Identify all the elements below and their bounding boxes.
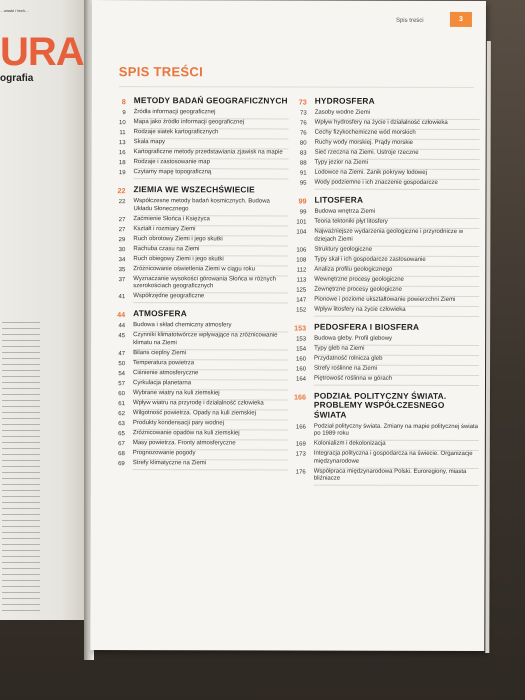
entry-title: Wyznaczanie wysokości górowania Słońca w różnych szerokościach geograficznych [133, 276, 288, 294]
toc-entry[interactable] [284, 296, 479, 307]
section-page-number: 153 [294, 323, 307, 333]
toc-entry[interactable] [284, 468, 479, 486]
entry-page-number: 10 [118, 120, 126, 127]
entry-title: Teoria tektoniki płyt litosfery [314, 219, 479, 229]
entry-title: Budowa i skład chemiczny atmosfery [133, 322, 288, 332]
toc-entry[interactable] [284, 355, 479, 366]
entry-page-number: 147 [296, 297, 307, 304]
entry-title: Ruchy wody morskiej. Prądy morskie [315, 140, 480, 150]
entry-page-number: 27 [118, 216, 126, 223]
toc-section [285, 97, 480, 191]
entry-title: Typy gleb na Ziemi [314, 345, 479, 355]
toc-entry[interactable] [104, 149, 289, 159]
entry-title: Typy jezior na Ziemi [315, 160, 480, 170]
toc-right-column [284, 97, 480, 487]
toc-entry[interactable] [284, 266, 479, 277]
entry-title: Czynniki klimatotwórcze wpływające na zróżnicowanie klimatu na Ziemi [133, 332, 288, 350]
entry-page-number: 19 [118, 170, 126, 177]
toc-entry[interactable] [284, 423, 479, 441]
toc-entry[interactable] [284, 246, 479, 257]
toc-section-heading[interactable] [103, 185, 288, 196]
entry-title: Pionowe i poziome ukształtowanie powierzchni Ziemi [314, 296, 479, 306]
entry-title: Rachuba czasu na Ziemi [133, 246, 288, 256]
entry-page-number: 34 [118, 256, 126, 263]
toc-entry[interactable] [103, 380, 288, 390]
toc-entry[interactable] [285, 170, 480, 181]
entry-title: Rodzaje siatek kartograficznych [134, 129, 289, 139]
toc-entry[interactable] [103, 450, 288, 460]
entry-page-number: 16 [118, 150, 126, 157]
left-page-breadcrumb: …owski / tech… [0, 8, 29, 13]
left-page-big-title: URA [0, 30, 84, 74]
entry-page-number: 80 [299, 140, 307, 147]
entry-page-number: 68 [118, 450, 125, 457]
entry-page-number: 61 [118, 400, 125, 407]
entry-page-number: 30 [118, 246, 126, 253]
toc-section [103, 309, 288, 470]
left-page-text-block [2, 322, 40, 612]
section-page-number: 8 [121, 97, 126, 107]
toc-entry[interactable] [103, 360, 288, 370]
entry-title: Budowa wnętrza Ziemi [314, 209, 479, 219]
entry-page-number: 164 [295, 376, 307, 383]
toc-section [284, 322, 479, 386]
entry-page-number: 160 [296, 356, 307, 363]
entry-title: Produkty kondensacji pary wodnej [133, 420, 288, 430]
toc-entry[interactable] [284, 375, 479, 386]
toc-entry[interactable] [103, 350, 288, 360]
toc-entry[interactable] [103, 322, 288, 332]
toc-entry[interactable] [284, 306, 479, 317]
entry-page-number: 169 [295, 441, 306, 448]
toc-entry[interactable] [103, 410, 288, 420]
toc-left-column [103, 96, 289, 470]
entry-page-number: 99 [299, 209, 307, 216]
entry-title: Cechy fizykochemiczne wód morskich [315, 130, 480, 140]
entry-title: Współpraca międzynarodowa Polski. Euroregiony, miasta bliźniacze [314, 468, 479, 486]
entry-title: Wpływ hydrosfery na życie i działalność człowieka [315, 120, 480, 130]
toc-entry[interactable] [284, 441, 479, 452]
entry-page-number: 62 [118, 410, 125, 417]
entry-title: Strefy klimatyczne na Ziemi [133, 460, 288, 470]
entry-title: Źródła informacji geograficznej [134, 109, 289, 119]
left-page [0, 0, 88, 620]
entry-title: Wody podziemne i ich znaczenie gospodarcze [315, 180, 480, 190]
toc-entry[interactable] [103, 430, 288, 440]
entry-title: Bilans cieplny Ziemi [133, 350, 288, 360]
toc-entry[interactable] [104, 139, 289, 149]
entry-title: Ruch obiegowy Ziemi i jego skutki [133, 256, 288, 266]
section-title: PODZIAŁ POLITYCZNY ŚWIATA. PROBLEMY WSPÓŁCZESNEGO ŚWIATA [313, 390, 447, 420]
entry-title: Kształt i rozmiary Ziemi [133, 226, 288, 236]
toc-entry[interactable] [285, 180, 480, 191]
toc-entry[interactable] [103, 390, 288, 400]
entry-page-number: 112 [296, 267, 307, 274]
right-page [90, 0, 486, 651]
entry-page-number: 44 [118, 323, 126, 330]
entry-title: Kolonializm i dekolonizacja [314, 441, 479, 451]
toc-section-heading[interactable] [103, 309, 288, 320]
entry-page-number: 91 [299, 170, 307, 177]
toc-entry[interactable] [104, 159, 289, 169]
entry-page-number: 88 [299, 160, 307, 167]
entry-title: Współrzędne geograficzne [133, 293, 288, 303]
toc-section [103, 185, 288, 303]
toc-section [104, 96, 289, 179]
toc-entry[interactable] [284, 365, 479, 376]
entry-page-number: 35 [118, 266, 126, 273]
entry-title: Czytamy mapę topograficzną [134, 169, 289, 179]
entry-title: Zewnętrzne procesy geologiczne [314, 286, 479, 296]
entry-page-number: 37 [118, 276, 126, 283]
section-title: ATMOSFERA [133, 308, 187, 319]
entry-page-number: 83 [299, 150, 307, 157]
entry-page-number: 45 [118, 333, 126, 340]
entry-page-number: 73 [300, 110, 307, 117]
toc-entry[interactable] [284, 335, 479, 346]
entry-title: Masy powietrza. Fronty atmosferyczne [133, 440, 288, 450]
entry-page-number: 76 [299, 130, 307, 137]
entry-title: Zasoby wodne Ziemi [315, 110, 480, 120]
toc-section-heading[interactable] [284, 322, 479, 334]
toc-section-heading[interactable] [284, 196, 479, 208]
entry-title: Ciśnienie atmosferyczne [133, 370, 288, 380]
entry-title: Struktury geologiczne [314, 246, 479, 256]
running-header: Spis treści [395, 17, 424, 24]
title-rule [119, 86, 474, 88]
entry-page-number: 41 [118, 294, 126, 301]
entry-title: Wybrane wiatry na kuli ziemskiej [133, 390, 288, 400]
toc-entry[interactable] [103, 332, 288, 350]
entry-page-number: 50 [118, 360, 126, 367]
entry-title: Integracja polityczna i gospodarcza na świecie. Organizacje międzynarodowe [314, 451, 479, 469]
entry-title: Cyrkulacja planetarna [133, 380, 288, 390]
entry-page-number: 153 [296, 336, 307, 343]
toc-entry[interactable] [103, 370, 288, 380]
toc-entry[interactable] [103, 256, 288, 266]
entry-page-number: 106 [296, 247, 307, 254]
entry-page-number: 65 [118, 430, 125, 437]
section-title: METODY BADAŃ GEOGRAFICZNYCH [133, 95, 288, 106]
toc-entry[interactable] [284, 219, 479, 230]
toc-entry[interactable] [284, 229, 479, 247]
entry-page-number: 104 [296, 229, 307, 236]
entry-title: Budowa gleby. Profil glebowy [314, 335, 479, 345]
toc-entry[interactable] [103, 420, 288, 430]
toc-entry[interactable] [104, 119, 289, 129]
toc-entry[interactable] [103, 460, 288, 470]
entry-page-number: 22 [118, 199, 126, 206]
section-title: HYDROSFERA [314, 95, 375, 106]
entry-page-number: 29 [118, 236, 126, 243]
toc-entry[interactable] [285, 120, 480, 131]
entry-page-number: 63 [118, 420, 125, 427]
toc-entry[interactable] [103, 266, 288, 276]
entry-page-number: 60 [118, 390, 125, 397]
toc-entry[interactable] [103, 198, 288, 216]
toc-section-heading[interactable] [284, 391, 479, 422]
section-title: PEDOSFERA I BIOSFERA [314, 321, 420, 332]
entry-title: Zróżnicowanie opadów na kuli ziemskiej [133, 430, 288, 440]
entry-page-number: 154 [296, 346, 307, 353]
entry-page-number: 152 [296, 307, 307, 314]
toc-entry[interactable] [103, 293, 288, 303]
entry-page-number: 54 [118, 370, 126, 377]
entry-page-number: 18 [118, 160, 126, 167]
entry-title: Prognozowanie pogody [133, 450, 288, 460]
section-title: LITOSFERA [314, 194, 364, 205]
entry-page-number: 69 [118, 460, 125, 467]
entry-page-number: 108 [296, 257, 307, 264]
entry-page-number: 125 [296, 287, 307, 294]
entry-page-number: 173 [295, 451, 306, 458]
entry-page-number: 176 [295, 469, 306, 476]
entry-title: Lodowce na Ziemi. Zanik pokrywy lodowej [315, 170, 480, 180]
toc-entry[interactable] [284, 286, 479, 297]
entry-title: Analiza profilu geologicznego [314, 266, 479, 276]
entry-page-number: 13 [118, 140, 126, 147]
entry-title: Temperatura powietrza [133, 360, 288, 370]
entry-title: Sieć rzeczna na Ziemi. Ustroje rzeczne [315, 150, 480, 160]
entry-page-number: 76 [299, 120, 307, 127]
toc-entry[interactable] [103, 276, 288, 294]
entry-page-number: 113 [296, 277, 307, 284]
section-page-number: 44 [117, 310, 126, 320]
entry-title: Rodzaje i zastosowanie map [134, 159, 289, 169]
toc-entry[interactable] [285, 110, 480, 121]
toc-entry[interactable] [103, 440, 288, 450]
entry-title: Ruch obrotowy Ziemi i jego skutki [133, 236, 288, 246]
entry-title: Przydatność rolnicza gleb [314, 355, 479, 365]
toc-entry[interactable] [103, 236, 288, 246]
toc-entry[interactable] [103, 226, 288, 236]
entry-title: Zróżnicowanie oświetlenia Ziemi w ciągu roku [133, 266, 288, 276]
entry-title: Wilgotność powietrza. Opady na kuli ziemskiej [133, 410, 288, 420]
toc-section [284, 196, 479, 317]
section-page-number: 73 [298, 97, 307, 107]
entry-title: Współczesne metody badań kosmicznych. Budowa Układu Słonecznego [133, 198, 288, 216]
toc-entry[interactable] [104, 169, 289, 179]
entry-page-number: 166 [295, 424, 306, 431]
entry-title: Piętrowość roślinna w górach [314, 375, 479, 385]
entry-page-number: 101 [296, 219, 307, 226]
toc-entry[interactable] [103, 216, 288, 226]
entry-title: Zaćmienie Słońca i Księżyca [133, 216, 288, 226]
toc-entry[interactable] [103, 246, 288, 256]
toc-entry[interactable] [104, 109, 289, 119]
section-page-number: 166 [293, 392, 306, 402]
entry-title: Najważniejsze wydarzenia geologiczne i przyrodnicze w dziejach Ziemi [314, 229, 479, 247]
section-page-number: 22 [117, 186, 126, 196]
page-number-badge: 3 [450, 12, 472, 27]
entry-title: Typy skał i ich gospodarcze zastosowanie [314, 256, 479, 266]
left-page-subtitle: ografia [0, 73, 34, 84]
entry-page-number: 11 [119, 130, 126, 137]
entry-page-number: 57 [118, 380, 126, 387]
entry-page-number: 9 [122, 110, 126, 117]
page-title: SPIS TREŚCI [118, 64, 204, 80]
toc-section-heading[interactable] [285, 97, 480, 109]
toc-entry[interactable] [104, 129, 289, 139]
toc-entry[interactable] [285, 130, 480, 141]
toc-entry[interactable] [103, 400, 288, 410]
section-page-number: 99 [298, 196, 307, 206]
entry-title: Podział polityczny świata. Zmiany na mapie politycznej świata po 1989 roku [314, 423, 479, 441]
toc-entry[interactable] [285, 150, 480, 161]
toc-entry[interactable] [284, 209, 479, 220]
toc-entry[interactable] [285, 140, 480, 151]
toc-entry[interactable] [285, 160, 480, 171]
toc-section-heading[interactable] [104, 96, 289, 107]
entry-page-number: 67 [118, 440, 125, 447]
section-title: ZIEMIA WE WSZECHŚWIECIE [133, 184, 255, 195]
toc-section [284, 391, 479, 486]
entry-title: Wewnętrzne procesy geologiczne [314, 276, 479, 286]
entry-page-number: 27 [118, 226, 126, 233]
toc-entry[interactable] [284, 451, 479, 469]
entry-title: Kartograficzne metody przedstawiania zjawisk na mapie [134, 149, 289, 159]
entry-title: Wpływ litosfery na życie człowieka [314, 306, 479, 316]
toc-entry[interactable] [284, 345, 479, 356]
entry-page-number: 47 [118, 350, 126, 357]
toc-entry[interactable] [284, 276, 479, 287]
toc-entry[interactable] [284, 256, 479, 267]
entry-title: Wpływ wiatru na przyrodę i działalność człowieka [133, 400, 288, 410]
entry-page-number: 160 [296, 366, 307, 373]
entry-title: Skala mapy [134, 139, 289, 149]
entry-title: Mapa jako źródło informacji geograficznej [134, 119, 289, 129]
entry-page-number: 95 [299, 180, 307, 187]
entry-title: Strefy roślinne na Ziemi [314, 365, 479, 375]
